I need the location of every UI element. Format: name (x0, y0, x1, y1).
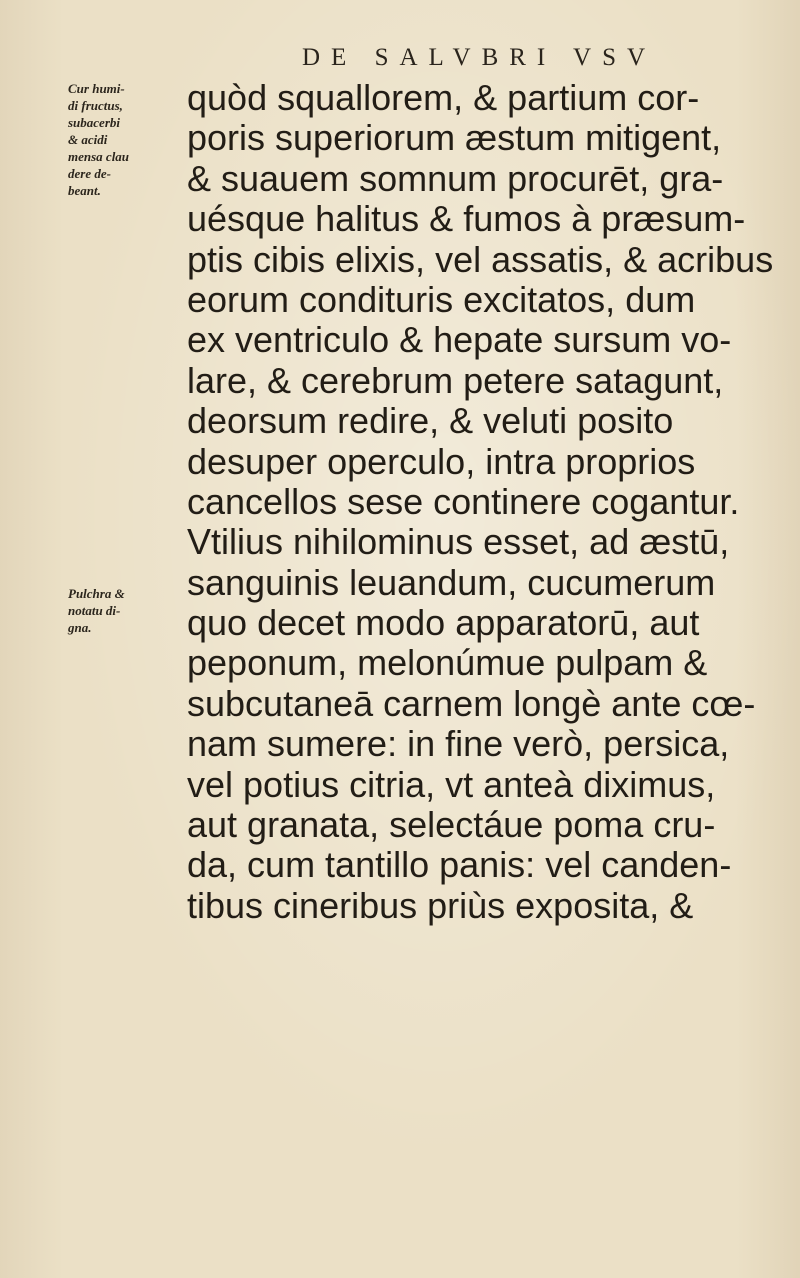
text-line: quo decet modo apparatorū, aut (187, 602, 700, 644)
marginal-note-1 (68, 80, 188, 199)
text-line: ptis cibis elixis, vel assatis, & acribus (187, 238, 774, 280)
marginal-note-line: Pulchra & (68, 586, 125, 601)
marginal-note-2 (68, 585, 188, 636)
text-line: vel potius citria, vt anteà diximus, (187, 763, 716, 805)
marginal-note-line: subacerbi (68, 115, 120, 130)
marginal-note-line: Cur humi- (68, 81, 125, 96)
text-line: tibus cineribus priùs exposita, & (187, 884, 694, 926)
text-line: sanguinis leuandum, cucumerum (187, 561, 716, 603)
text-line: ex ventriculo & hepate sursum vo- (187, 319, 732, 361)
marginal-note-line: dere de- (68, 166, 111, 181)
marginal-note-line: notatu di- (68, 603, 121, 618)
marginal-note-line: di fructus, (68, 98, 123, 113)
text-line: desuper operculo, intra proprios (187, 440, 696, 482)
text-line: uésque halitus & fumos à præsum- (187, 198, 746, 240)
marginal-note-line: & acidi (68, 132, 108, 147)
marginal-note-line: mensa clau (68, 149, 130, 164)
text-line: & suauem somnum procurēt, gra- (187, 157, 724, 199)
marginal-note-line: gna. (68, 620, 92, 635)
text-line: peponum, melonúmue pulpam & (187, 642, 708, 684)
marginal-note-line: beant. (68, 183, 101, 198)
text-line: subcutaneā carnem longè ante cœ- (187, 682, 756, 724)
body-text (187, 78, 777, 926)
text-line: eorum condituris excitatos, dum (187, 278, 696, 320)
text-line: nam sumere: in fine verò, persica, (187, 723, 730, 765)
text-line: cancellos sese continere cogantur. (187, 480, 740, 522)
text-line: quòd squallorem, & partium cor- (187, 77, 700, 118)
text-line: Vtilius nihilominus esset, ad æstū, (187, 521, 730, 563)
text-line: poris superiorum æstum mitigent, (187, 117, 722, 159)
text-line: deorsum redire, & veluti posito (187, 400, 674, 442)
text-line: aut granata, selectáue poma cru- (187, 804, 716, 846)
text-line: da, cum tantillo panis: vel canden- (187, 844, 732, 886)
text-line: lare, & cerebrum petere satagunt, (187, 359, 724, 401)
running-head: DE SALVBRI VSV (302, 44, 657, 71)
